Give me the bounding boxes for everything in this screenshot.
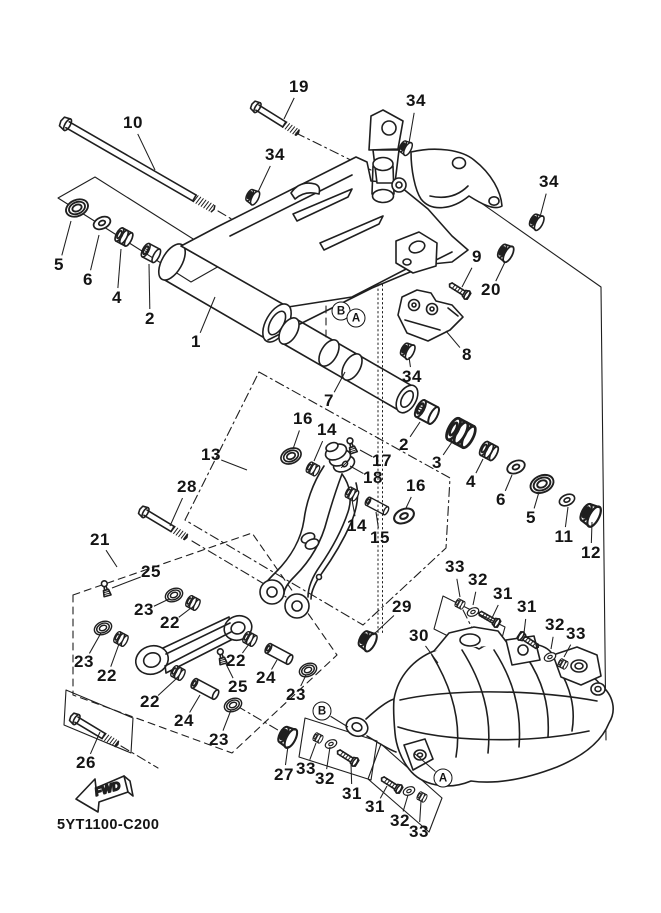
callout-5: 5: [54, 255, 64, 274]
nut-20: [495, 242, 516, 264]
fwd-arrow: [76, 776, 133, 812]
callout-29: 29: [392, 597, 412, 616]
callout-22: 22: [160, 613, 180, 632]
seal-16: [278, 445, 303, 467]
callout-32: 32: [545, 615, 565, 634]
callout-22: 22: [226, 651, 246, 670]
callout-33: 33: [445, 557, 465, 576]
washer-32: [402, 785, 416, 797]
callout-2: 2: [145, 309, 155, 328]
callout-31: 31: [365, 797, 385, 816]
callout-34: 34: [402, 367, 422, 386]
nut-12: [577, 501, 603, 529]
callout-6: 6: [496, 490, 506, 509]
fwd-label: FWD: [93, 780, 122, 799]
pivot-shaft-part-7: [275, 314, 422, 416]
nut-34: [398, 341, 417, 361]
collar-33: [416, 791, 428, 803]
callout-12: 12: [581, 543, 601, 562]
marker-A: A: [434, 769, 453, 788]
seal-5: [528, 471, 557, 496]
callout-3: 3: [432, 453, 442, 472]
callout-30: 30: [409, 626, 429, 645]
bushing-3: [444, 416, 478, 449]
washer-6: [92, 214, 113, 232]
marker-A: A: [347, 309, 366, 328]
callout-26: 26: [76, 753, 96, 772]
bolt-19: [249, 99, 301, 138]
bearing-2: [413, 398, 441, 425]
callout-33: 33: [566, 624, 586, 643]
bolt-31: [335, 747, 359, 767]
callout-2: 2: [399, 435, 409, 454]
callout-31: 31: [342, 784, 362, 803]
washer-32: [324, 738, 338, 750]
callout-31: 31: [493, 584, 513, 603]
callout-34: 34: [539, 172, 559, 191]
left-seal-panel: [58, 177, 228, 282]
collar-15: [364, 496, 390, 515]
seal-23: [163, 586, 185, 605]
seal-23: [92, 619, 114, 638]
callout-13: 13: [201, 445, 221, 464]
washer-16: [392, 506, 417, 527]
callout-25: 25: [141, 562, 161, 581]
diagram-code: 5YT1100-C200: [57, 817, 160, 833]
callout-19: 19: [289, 77, 309, 96]
callout-8: 8: [462, 345, 472, 364]
washer-6: [505, 458, 527, 476]
callout-15: 15: [370, 528, 390, 547]
collar-33: [312, 732, 324, 744]
marker-B: B: [332, 302, 351, 321]
callout-20: 20: [481, 280, 501, 299]
nut-27: [275, 724, 299, 750]
callout-33: 33: [296, 759, 316, 778]
callout-34: 34: [406, 91, 426, 110]
callout-5: 5: [526, 508, 536, 527]
callout-16: 16: [293, 409, 313, 428]
callout-4: 4: [112, 288, 122, 307]
callout-23: 23: [286, 685, 306, 704]
bolt-9: [447, 280, 471, 300]
callout-25: 25: [228, 677, 248, 696]
callout-23: 23: [134, 600, 154, 619]
bushing-22: [184, 595, 201, 612]
callout-22: 22: [140, 692, 160, 711]
collar-24: [190, 678, 220, 701]
seal-23: [297, 661, 319, 680]
callout-32: 32: [468, 570, 488, 589]
callout-33: 33: [409, 822, 429, 841]
callout-34: 34: [265, 145, 285, 164]
marker-B: B: [313, 702, 332, 721]
callout-32: 32: [315, 769, 335, 788]
bushing-22: [112, 631, 129, 648]
bushing-4: [478, 440, 500, 462]
callout-18: 18: [363, 468, 383, 487]
callout-28: 28: [177, 477, 197, 496]
washer-32: [466, 606, 480, 618]
callout-14: 14: [317, 420, 337, 439]
callout-14: 14: [347, 516, 367, 535]
callout-22: 22: [97, 666, 117, 685]
seal-23: [222, 696, 244, 715]
callout-1: 1: [191, 332, 201, 351]
callout-4: 4: [466, 472, 476, 491]
callout-17: 17: [372, 451, 392, 470]
guard-part-30: [344, 627, 614, 786]
callout-10: 10: [123, 113, 143, 132]
callout-24: 24: [174, 711, 194, 730]
callout-24: 24: [256, 668, 276, 687]
bolt-28: [137, 504, 190, 542]
callout-9: 9: [472, 247, 482, 266]
collar-24: [264, 643, 294, 666]
callout-31: 31: [517, 597, 537, 616]
nut-34: [527, 212, 546, 232]
callout-27: 27: [274, 765, 294, 784]
callout-32: 32: [390, 811, 410, 830]
callout-11: 11: [554, 527, 574, 546]
callout-16: 16: [406, 476, 426, 495]
bearing-2: [140, 242, 163, 264]
washer-11: [558, 492, 577, 508]
collar-33: [454, 598, 466, 610]
callout-23: 23: [209, 730, 229, 749]
callout-6: 6: [83, 270, 93, 289]
callout-23: 23: [74, 652, 94, 671]
callout-7: 7: [324, 391, 334, 410]
callout-21: 21: [90, 530, 110, 549]
